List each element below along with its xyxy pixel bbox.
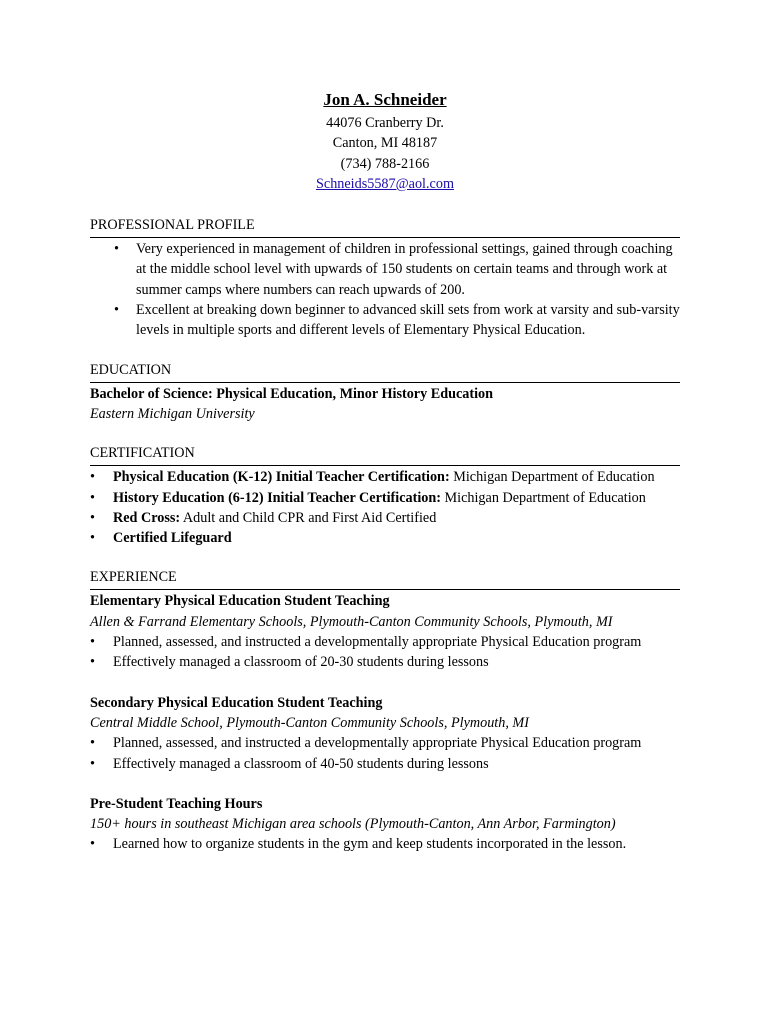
degree-title: Bachelor of Science: Physical Education, Minor History Education: [90, 385, 494, 402]
bullet-icon: •: [90, 755, 95, 772]
job-role: Elementary Physical Education Student Teaching: [90, 593, 390, 610]
job-bullets: [90, 733, 680, 774]
job-bullets: [90, 632, 680, 673]
bullet-icon: •: [90, 530, 95, 547]
job-place: Central Middle School, Plymouth-Canton Community Schools, Plymouth, MI: [90, 714, 529, 731]
list-item: [90, 239, 680, 300]
cert-detail: Michigan Department of Education: [441, 489, 646, 506]
list-item: [90, 300, 680, 341]
bullet-icon: •: [90, 489, 95, 506]
education-heading: EDUCATION: [90, 360, 680, 383]
job-bullet-text: Learned how to organize students in the gym and keep students incorporated in the lesson.: [113, 836, 627, 853]
cert-label: Certified Lifeguard: [113, 530, 232, 547]
list-item: [90, 652, 680, 672]
list-item: [90, 488, 680, 508]
job-role: Pre-Student Teaching Hours: [90, 795, 263, 812]
email-link[interactable]: Schneids5587@aol.com: [316, 175, 454, 192]
cert-label: Red Cross:: [113, 509, 181, 526]
certification-section: [90, 443, 680, 548]
cert-detail: Michigan Department of Education: [449, 469, 655, 486]
job-bullets: [90, 834, 680, 854]
school-name: Eastern Michigan University: [90, 405, 255, 422]
list-item: [90, 834, 680, 854]
experience-entry: [90, 794, 680, 855]
phone-number: (734) 788-2166: [340, 155, 430, 172]
profile-section: [90, 215, 680, 340]
certification-heading: CERTIFICATION: [90, 443, 680, 466]
street-address: 44076 Cranberry Dr.: [326, 115, 444, 131]
job-bullet-text: Planned, assessed, and instructed a developmentally appropriate Physical Education program: [113, 735, 642, 752]
resume-page: [90, 88, 680, 855]
bullet-icon: •: [114, 241, 119, 258]
city-state-zip: Canton, MI 48187: [332, 135, 438, 152]
profile-list: [90, 239, 680, 340]
list-item: [90, 467, 680, 487]
list-item: [90, 528, 680, 548]
list-item: [90, 754, 680, 774]
bullet-icon: •: [90, 469, 95, 486]
profile-item-text: Excellent at breaking down beginner to advanced skill sets from work at varsity and sub-varsity levels in multiple sports and different levels of Elementary Physical Education.: [136, 302, 680, 339]
experience-heading: EXPERIENCE: [90, 567, 680, 590]
profile-heading: PROFESSIONAL PROFILE: [90, 215, 680, 238]
job-place: 150+ hours in southeast Michigan area schools (Plymouth-Canton, Ann Arbor, Farmington): [90, 816, 616, 833]
profile-item-text: Very experienced in management of children in professional settings, gained through coaching at the middle school level with upwards of 150 students on certain teams and through work at summer camps where numbers can reach upwards of 200.: [136, 241, 673, 298]
bullet-icon: •: [90, 735, 95, 752]
cert-label: History Education (6-12) Initial Teacher Certification:: [113, 489, 441, 506]
list-item: [90, 733, 680, 753]
education-section: [90, 360, 680, 425]
job-bullet-text: Effectively managed a classroom of 40-50 students during lessons: [113, 755, 489, 772]
bullet-icon: •: [90, 654, 95, 671]
applicant-name: Jon A. Schneider: [323, 90, 447, 109]
list-item: [90, 632, 680, 652]
bullet-icon: •: [114, 302, 119, 319]
experience-entry: [90, 693, 680, 774]
job-role: Secondary Physical Education Student Teaching: [90, 694, 383, 711]
experience-section: [90, 567, 680, 854]
job-bullet-text: Planned, assessed, and instructed a developmentally appropriate Physical Education program: [113, 634, 642, 651]
cert-label: Physical Education (K-12) Initial Teacher Certification:: [113, 469, 450, 486]
resume-header: [90, 88, 680, 194]
list-item: [90, 508, 680, 528]
bullet-icon: •: [90, 509, 95, 526]
experience-entry: [90, 591, 680, 672]
certification-list: [90, 467, 680, 548]
bullet-icon: •: [90, 634, 95, 651]
cert-detail: Adult and Child CPR and First Aid Certified: [180, 509, 437, 526]
bullet-icon: •: [90, 836, 95, 853]
job-place: Allen & Farrand Elementary Schools, Plymouth-Canton Community Schools, Plymouth, MI: [90, 613, 613, 630]
job-bullet-text: Effectively managed a classroom of 20-30 students during lessons: [113, 654, 489, 671]
